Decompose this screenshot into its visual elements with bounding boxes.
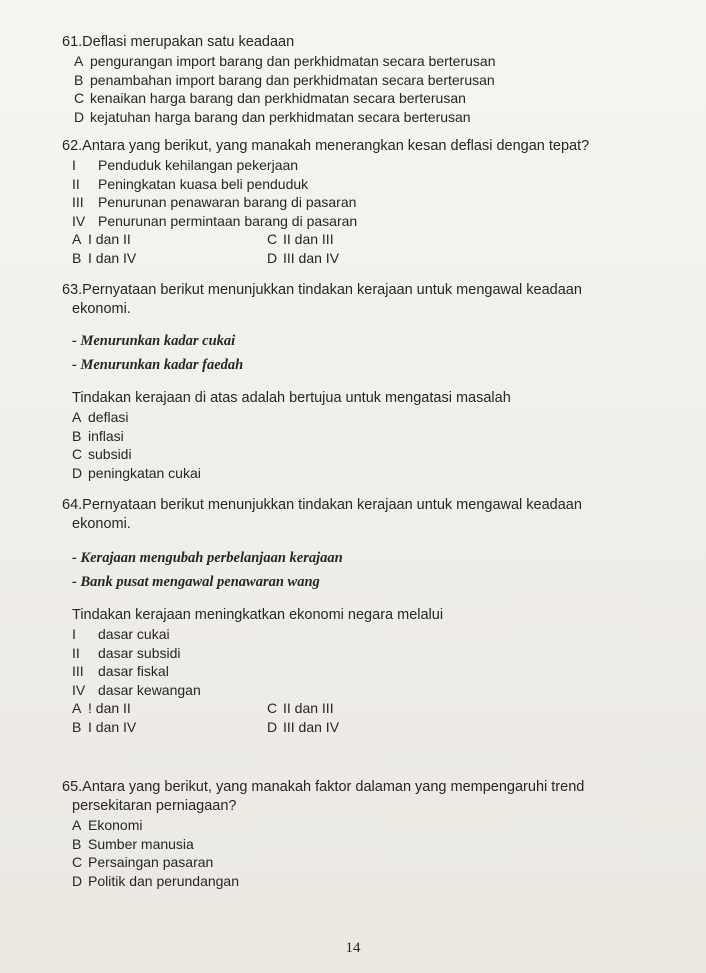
option-d: D kejatuhan harga barang dan perkhidmatan secara berterusan xyxy=(74,108,471,125)
option-b: B inflasi xyxy=(72,427,124,444)
option-c: C kenaikan harga barang dan perkhidmatan secara berterusan xyxy=(74,90,466,106)
measure-1: - Menurunkan kadar cukai xyxy=(72,333,236,349)
answer-row-2 xyxy=(72,249,682,268)
measure-2: - Menurunkan kadar faedah xyxy=(72,357,244,373)
option-a: A pengurangan import barang dan perkhidmatan secara berterusan xyxy=(74,53,496,69)
measure-2: - Bank pusat mengawal penawaran wang xyxy=(72,574,320,590)
sub-question: Tindakan kerajaan meningkatkan ekonomi negara melalui xyxy=(72,607,444,623)
statement-3: III Penurunan penawaran barang di pasaran xyxy=(72,194,357,210)
question-stem-cont: ekonomi. xyxy=(72,516,131,532)
question-65 xyxy=(62,778,682,890)
option-b: B Sumber manusia xyxy=(72,835,194,852)
statement-4: IV Penurunan permintaan barang di pasaran xyxy=(72,212,358,229)
option-c: C II dan III xyxy=(267,700,334,716)
question-stem: 64.Pernyataan berikut menunjukkan tindakan kerajaan untuk mengawal keadaan xyxy=(62,497,582,513)
statement-1: I Penduduk kehilangan pekerjaan xyxy=(72,157,299,173)
option-a: A Ekonomi xyxy=(72,817,143,833)
statement-4: IV dasar kewangan xyxy=(72,681,201,698)
measure-1: - Kerajaan mengubah perbelanjaan kerajaan xyxy=(72,550,343,566)
statement-2: II Peningkatan kuasa beli penduduk xyxy=(72,175,309,192)
answer-row-2 xyxy=(72,718,682,737)
option-c: C Persaingan pasaran xyxy=(72,854,214,870)
option-b: B I dan IV xyxy=(72,718,137,735)
option-b: B I dan IV xyxy=(72,249,137,266)
option-d: D III dan IV xyxy=(267,249,340,266)
answer-row-1 xyxy=(72,699,682,718)
question-62 xyxy=(62,137,682,267)
option-a: A I dan II xyxy=(72,231,131,247)
option-b: B penambahan import barang dan perkhidmatan secara berterusan xyxy=(74,71,495,88)
sub-question: Tindakan kerajaan di atas adalah bertujua untuk mengatasi masalah xyxy=(72,390,511,406)
question-stem-cont: ekonomi. xyxy=(72,301,131,317)
question-61 xyxy=(62,33,682,126)
statement-1: I dasar cukai xyxy=(72,626,170,642)
statement-3: III dasar fiskal xyxy=(72,663,169,679)
option-d: D peningkatan cukai xyxy=(72,464,201,481)
option-c: C subsidi xyxy=(72,446,132,462)
question-63 xyxy=(62,281,682,482)
question-stem: 61.Deflasi merupakan satu keadaan xyxy=(62,34,295,50)
option-d: D Politik dan perundangan xyxy=(72,872,240,889)
page-number: 14 xyxy=(345,940,361,956)
question-stem-cont: persekitaran perniagaan? xyxy=(72,798,237,814)
question-stem: 63.Pernyataan berikut menunjukkan tindakan kerajaan untuk mengawal keadaan xyxy=(62,282,582,298)
option-c: C II dan III xyxy=(267,231,334,247)
question-stem: 65.Antara yang berikut, yang manakah faktor dalaman yang mempengaruhi trend xyxy=(62,779,585,795)
statement-2: II dasar subsidi xyxy=(72,644,181,661)
option-a: A deflasi xyxy=(72,409,129,425)
option-a: A ! dan II xyxy=(72,700,131,716)
question-64 xyxy=(62,496,682,736)
question-stem: 62.Antara yang berikut, yang manakah menerangkan kesan deflasi dengan tepat? xyxy=(62,138,590,154)
answer-row-1 xyxy=(72,230,682,249)
option-d: D III dan IV xyxy=(267,718,340,735)
